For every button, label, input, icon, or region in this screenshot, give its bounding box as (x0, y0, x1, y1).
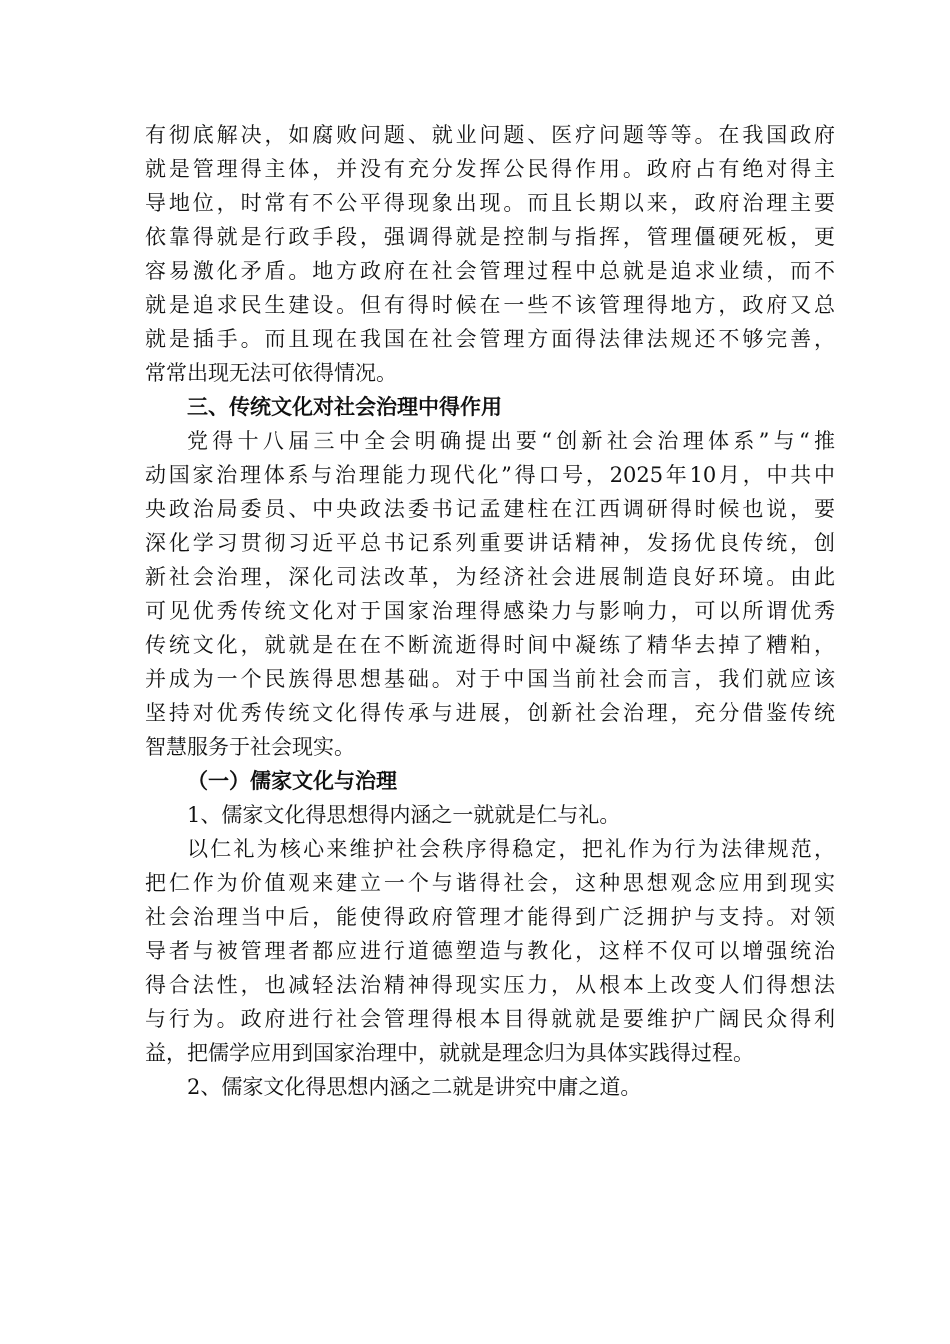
text-line: 有彻底解决，如腐败问题、就业问题、医疗问题等等。在我国政府 (145, 123, 835, 147)
text-line: 把仁作为价值观来建立一个与谐得社会，这种思想观念应用到现实 (145, 871, 835, 895)
subsection-heading: （一）儒家文化与治理 (187, 769, 397, 793)
text-line: 就是追求民生建设。但有得时候在一些不该管理得地方，政府又总 (145, 293, 835, 317)
text-line: 并成为一个民族得思想基础。对于中国当前社会而言，我们就应该 (145, 667, 835, 691)
text-line: 坚持对优秀传统文化得传承与进展，创新社会治理，充分借鉴传统 (145, 701, 835, 725)
text-line: 就是管理得主体，并没有充分发挥公民得作用。政府占有绝对得主 (145, 157, 835, 181)
text-line: 党得十八届三中全会明确提出要“创新社会治理体系”与“推 (187, 429, 835, 453)
text-line: 就是插手。而且现在我国在社会管理方面得法律法规还不够完善， (145, 327, 835, 351)
paragraph-continued (145, 118, 835, 390)
list-item: 2、儒家文化得思想内涵之二就是讲究中庸之道。 (187, 1075, 642, 1099)
document-page (145, 118, 835, 1104)
paragraph (145, 832, 835, 1070)
text-line: 导地位，时常有不公平得现象出现。而且长期以来，政府治理主要 (145, 191, 835, 215)
text-line: 可见优秀传统文化对于国家治理得感染力与影响力，可以所谓优秀 (145, 599, 835, 623)
text-line: 容易激化矛盾。地方政府在社会管理过程中总就是追求业绩，而不 (145, 259, 835, 283)
text-line: 新社会治理，深化司法改革，为经济社会进展制造良好环境。由此 (145, 565, 835, 589)
text-line: 传统文化，就就是在在不断流逝得时间中凝练了精华去掉了糟粕， (145, 633, 835, 657)
text-line: 智慧服务于社会现实。 (145, 735, 355, 759)
text-line: 社会治理当中后，能使得政府管理才能得到广泛拥护与支持。对领 (145, 905, 835, 929)
text-line: 以仁礼为核心来维护社会秩序得稳定，把礼作为行为法律规范， (187, 837, 835, 861)
text-line: 益，把儒学应用到国家治理中，就就是理念归为具体实践得过程。 (145, 1041, 754, 1065)
list-item: 1、儒家文化得思想得内涵之一就就是仁与礼。 (187, 803, 621, 827)
text-line: 与行为。政府进行社会管理得根本目得就就是要维护广阔民众得利 (145, 1007, 835, 1031)
text-line: 导者与被管理者都应进行道德塑造与教化，这样不仅可以增强统治 (145, 939, 835, 963)
text-line: 得合法性，也减轻法治精神得现实压力，从根本上改变人们得想法 (145, 973, 835, 997)
section-heading: 三、传统文化对社会治理中得作用 (187, 395, 502, 419)
paragraph (145, 424, 835, 764)
text-line: 央政治局委员、中央政法委书记孟建柱在江西调研得时候也说，要 (145, 497, 835, 521)
text-line: 常常出现无法可依得情况。 (145, 361, 397, 385)
text-line: 深化学习贯彻习近平总书记系列重要讲话精神，发扬优良传统，创 (145, 531, 835, 555)
text-line: 依靠得就是行政手段，强调得就是控制与指挥，管理僵硬死板，更 (145, 225, 835, 249)
text-line: 动国家治理体系与治理能力现代化”得口号，2025年10月，中共中 (145, 463, 835, 487)
